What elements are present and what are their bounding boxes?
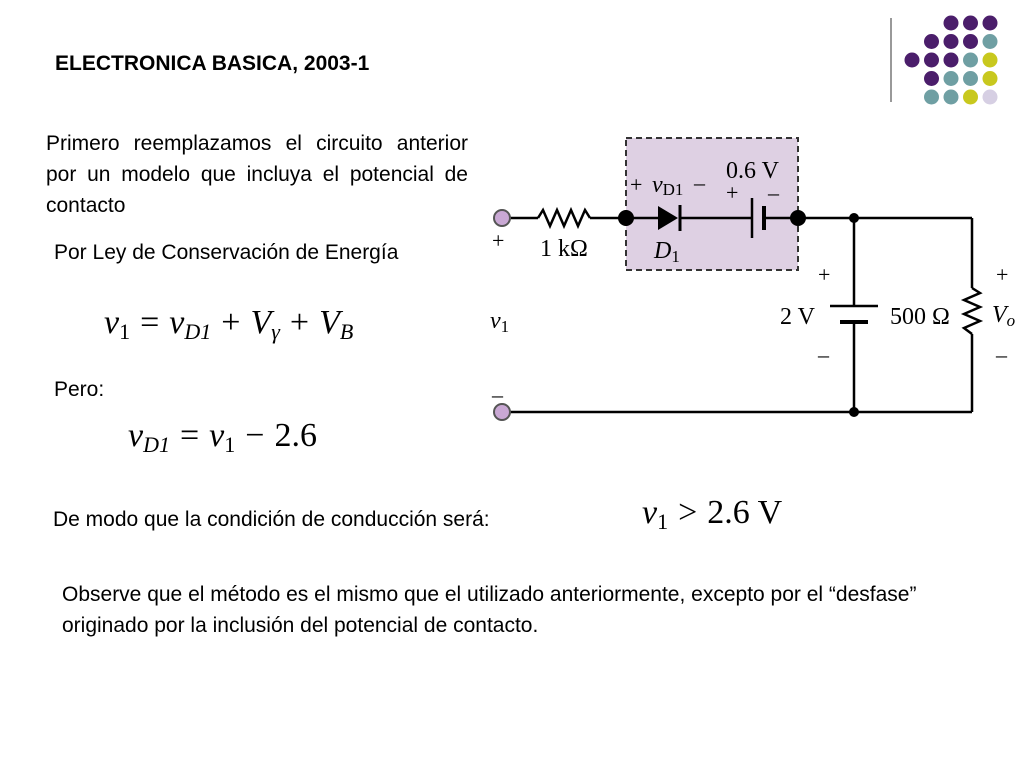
node-left [618,210,634,226]
decor-dot [924,71,939,86]
decor-dot [963,53,978,68]
input-minus: – [492,382,503,407]
equation-vd1: $v_{D1} = v_1 - 2.6$ [128,417,317,457]
contact-voltage-label: 0.6 V [726,158,779,184]
node-right [790,210,806,226]
intro-text: Primero reemplazamos el circuito anterior por un modelo que incluya el potencial de contacto [46,132,468,217]
circuit-diagram [480,130,1016,430]
decor-dot [944,53,959,68]
decor-dot [983,16,998,31]
law-text: Por Ley de Conservación de Energía [54,241,399,264]
condition-text: De modo que la condición de conducción será: [53,508,490,531]
output-label: Vo [992,302,1016,330]
decorative-dots [886,14,1012,106]
decor-dot [944,34,959,49]
note-text: Observe que el método es el mismo que el utilizado anteriormente, excepto por el “desfase” originado por la inclusión del potencial de contacto. [62,583,917,637]
decor-dot [905,53,920,68]
decor-dot [983,34,998,49]
contact-minus: – [768,180,779,205]
equation-energy: $v_1 = v_{D1} + V_\gamma + V_B$ [104,304,354,344]
junction-bottom [849,407,859,417]
decor-dot [944,71,959,86]
vd-minus: – [694,170,705,195]
input-terminal-top [494,210,510,226]
output-plus: + [996,262,1009,287]
decor-dot [944,90,959,105]
battery-plus: + [818,262,831,287]
input-label: v1 [490,308,510,336]
slide-title: ELECTRONICA BASICA, 2003-1 [55,52,370,75]
decor-dot [924,53,939,68]
decor-dot [983,53,998,68]
decor-dot [963,34,978,49]
equation-condition: $v_1 > 2.6$ V [642,494,783,534]
contact-plus: + [726,180,739,205]
junction-top [849,213,859,223]
battery-label: 2 V [780,304,815,330]
resistor-500-symbol [964,288,980,334]
resistor-1k-label: 1 kΩ [540,236,588,262]
pero-text: Pero: [54,378,105,401]
decor-dot [983,71,998,86]
decor-dot [924,34,939,49]
load-label: 500 Ω [890,304,950,330]
resistor-1k-symbol [538,210,590,226]
output-minus: – [996,342,1007,367]
input-plus: + [492,228,505,253]
decor-dot [924,90,939,105]
decor-dot [983,90,998,105]
battery-minus: – [818,342,829,367]
vd-plus: + [630,172,643,197]
decor-dot [944,16,959,31]
decor-dot [963,90,978,105]
decor-dot [963,16,978,31]
decor-dot [963,71,978,86]
vd-label: vD1 [652,172,684,199]
diode-label: D1 [654,238,680,266]
